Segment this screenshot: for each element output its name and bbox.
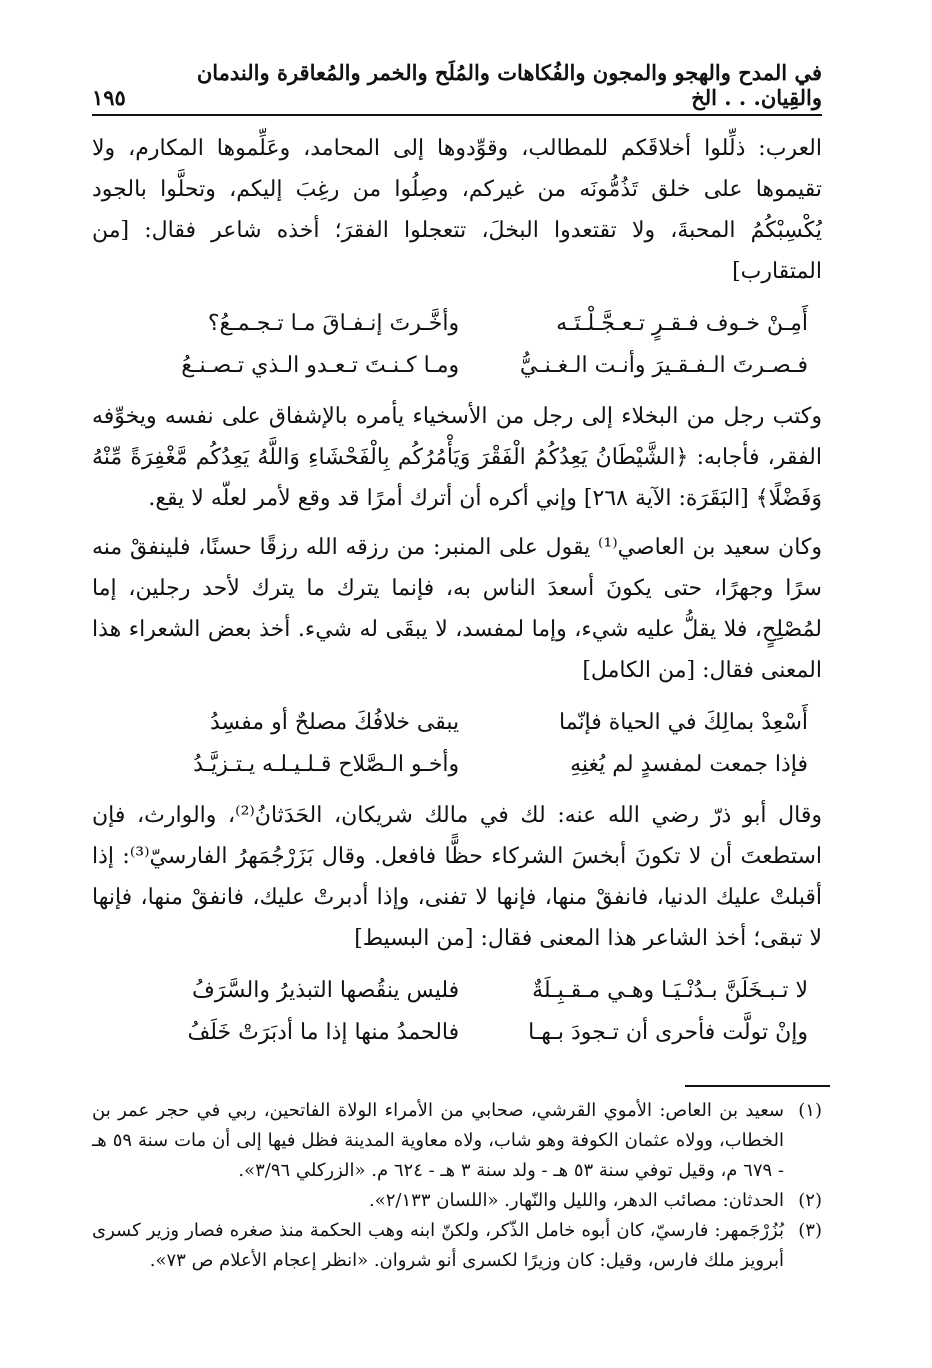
paragraph-1: العرب: ذلِّلوا أخلاقَكم للمطالب، وقوِّدوها إلى المحامد، وعَلِّموها المكارم، ولا تقيموها على خلق تَذُمُّونَه من غيركم، وصِلُوا من رغِبَ إليكم، وتحلَّوا بالجود يُكْسِبْكُمُ المحبةَ، ولا تقتعدوا البخلَ، تتعجلوا الفقرَ؛ أخذه شاعر فقال: [من المتقارب] [92,136,822,284]
verse-first-hemistich: أَسْعِدْ بمالِكَ في الحياة فإنّما [559,709,808,735]
verse-first-hemistich: فإذا جمعت لمفسدٍ لم يُغنِهِ [570,751,808,777]
verse-first-hemistich: أَمِـنْ خـوف فـقـرٍ تـعـجَّـلْـتَـه [556,310,808,336]
footnotes [92,1096,822,1276]
verse-second-hemistich: وأخـو الـصَّلاح قـلـيـلـه يـتـزيَّـدُ [193,751,460,777]
footnote-number: (٣) [798,1220,822,1241]
verse-first-hemistich: فـصـرتَ الـفـقـيرَ وأنـت الـغـنـيُّ [519,352,808,378]
verse-first-hemistich: لا تـبـخَلَنَّ بـدُنْـيَـا وهـي مـقـبِـلَةٌ [532,977,808,1003]
footnote-text: سعيد بن العاص: الأموي القرشي، صحابي من الأمراء الولاة الفاتحين، ربي في حجر عمر بن الخطاب، وولاه عثمان الكوفة وهو شاب، ولاه معاوية المدينة فظل فيها إلى أن مات سنة ٥٩ هـ - ٦٧٩ م، وقيل توفي سنة ٥٣ هـ - ولد سنة ٣ هـ - ٦٢٤ م. «الزركلي ٣/٩٦». [92,1100,784,1181]
page-header [92,60,822,110]
verse-line [92,969,822,1011]
verse-line [92,302,822,344]
verse-block-1 [92,302,822,386]
verse-line [92,344,822,386]
verse-second-hemistich: ومـا كـنـتَ تـعـدو الـذي تـصـنـعُ [181,352,460,378]
verse-block-3 [92,969,822,1053]
footnote-number: (١) [798,1100,822,1121]
verse-second-hemistich: فليس ينقُصها التبذيرُ والسَّرَفُ [191,977,460,1003]
verse-second-hemistich: يبقى خلافُكَ مصلحٌ أو مفسِدُ [210,709,460,735]
verse-line [92,1011,822,1053]
footnote-number: (٢) [798,1190,822,1211]
main-text [92,128,822,1063]
footnote-text: بُزُرْجَمهر: فارسيّ، كان أبوه خامل الذّكر، ولكنّ ابنه وهب الحكمة منذ صغره فصار وزير كسرى أبرويز ملك فارس، وقيل: كان وزيرًا لكسرى أنو شروان. «انظر إعجام الأعلام ص ٧٣». [92,1220,784,1271]
paragraph-3: وكان سعيد بن العاصي⁽¹⁾ يقول على المنبر: من رزقه الله رزقًا حسنًا، فلينفقْ منه سرًا وجهرًا، حتى يكونَ أسعدَ الناس به، فإنما يترك ما يترك لأحد رجلين، إما لمُصْلِحٍ، فلا يقلُّ عليه شيء، وإما لمفسد، لا يبقَى له شيء. أخذ بعض الشعراء هذا المعنى فقال: [من الكامل] [92,535,823,683]
verse-block-2 [92,701,822,785]
paragraph-4: وقال أبو ذرّ رضي الله عنه: لك في مالك شريكان، الحَدَثانُ⁽²⁾، والوارث، فإن استطعتَ أن لا تكونَ أبخسَ الشركاء حظًّا فافعل. وقال بَزَرْجُمَهرُ الفارسيّ⁽³⁾: إذا أقبلتْ عليك الدنيا، فانفقْ منها، فإنها لا تفنى، وإذا أدبرتْ عليك، فانفقْ منها، فإنها لا تبقى؛ أخذ الشاعر هذا المعنى فقال: [من البسيط] [92,803,823,951]
header-rule [92,114,822,116]
footnote-rule [685,1085,830,1087]
paragraph-2: وكتب رجل من البخلاء إلى رجل من الأسخياء يأمره بالإشفاق على نفسه ويخوِّفه الفقر، فأجابه: ﴿الشَّيْطَانُ يَعِدُكُمُ الْفَقْرَ وَيَأْمُرُكُم بِالْفَحْشَاءِ وَاللَّهُ يَعِدُكُم مَّغْفِرَةً مِّنْهُ وَفَضْلًا﴾ [البَقَرَة: الآية ٢٦٨] وإني أكره أن أترك أمرًا قد وقع لأمر لعلّه لا يقع. [92,404,822,511]
running-title: في المدح والهجو والمجون والفُكاهات والمُلَح والخمر والمُعاقرة والندمان والقِيان. . . الخ [196,60,822,110]
verse-first-hemistich: وإنْ تولَّت فأحرى أن تـجودَ بـهـا [528,1019,808,1045]
verse-second-hemistich: وأخَّـرتَ إنـفـاقَ مـا تـجـمـعُ؟ [207,310,460,336]
verse-second-hemistich: فالحمدُ منها إذا ما أدبَرَتْ خَلَفُ [187,1019,460,1045]
footnote-text: الحدثان: مصائب الدهر، والليل والنّهار. «اللسان ٢/١٣٣». [369,1190,784,1211]
footnote-3 [92,1216,822,1276]
page-number: ١٩٥ [92,85,126,110]
footnote-1 [92,1096,822,1186]
verse-line [92,701,822,743]
verse-line [92,743,822,785]
footnote-2 [92,1186,822,1216]
